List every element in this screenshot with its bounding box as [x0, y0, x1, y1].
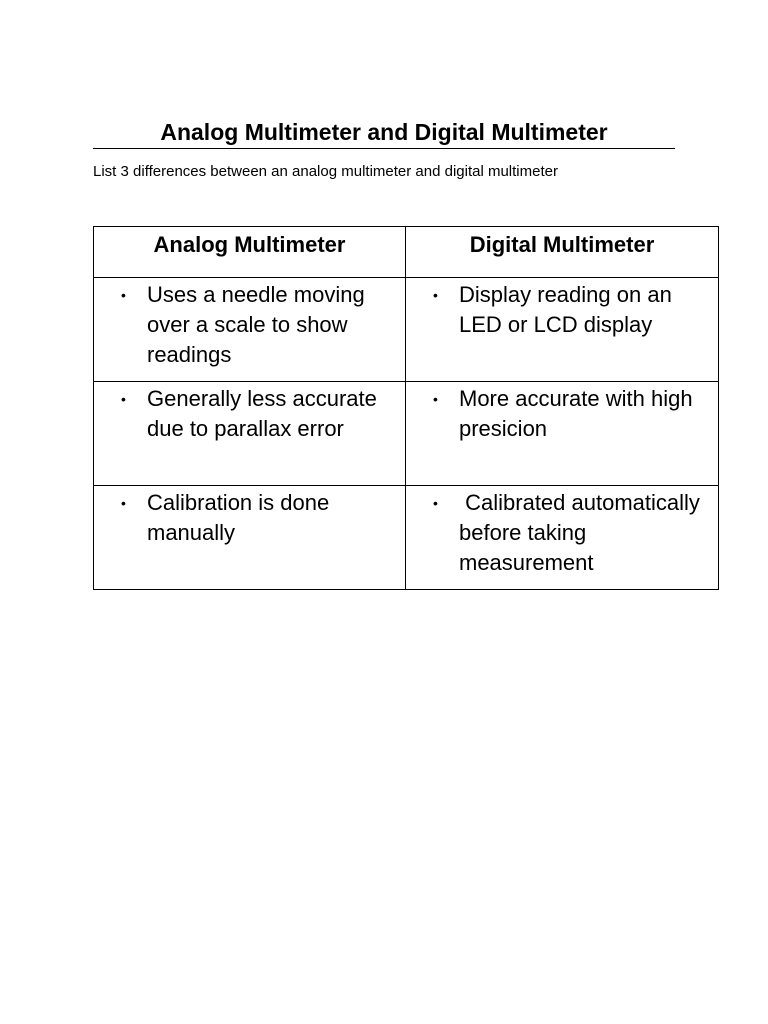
table-row — [94, 486, 719, 590]
document-title: Analog Multimeter and Digital Multimeter — [160, 119, 608, 145]
table-row — [94, 278, 719, 382]
bullet-icon: • — [121, 287, 126, 303]
comparison-table — [93, 226, 719, 590]
bullet-icon: • — [433, 391, 438, 407]
cell-text: Calibration is done manually — [147, 490, 330, 545]
bullet-icon: • — [433, 495, 438, 511]
cell-text: Uses a needle moving over a scale to show readings — [147, 282, 365, 367]
bullet-icon: • — [433, 287, 438, 303]
table-cell — [406, 278, 719, 382]
table-cell — [94, 278, 406, 382]
cell-text: Generally less accurate due to parallax error — [147, 386, 377, 441]
cell-text: Calibrated automatically before taking measurement — [459, 490, 707, 575]
bullet-icon: • — [121, 391, 126, 407]
cell-text: Display reading on an LED or LCD display — [459, 282, 672, 337]
column-header-analog: Analog Multimeter — [94, 227, 406, 278]
table-cell — [406, 486, 719, 590]
title-underline — [93, 148, 675, 149]
instructions-text: List 3 differences between an analog multimeter and digital multimeter — [93, 163, 558, 180]
column-header-digital: Digital Multimeter — [406, 227, 719, 278]
table-row — [94, 382, 719, 486]
bullet-icon: • — [121, 495, 126, 511]
table-cell — [94, 486, 406, 590]
cell-text: More accurate with high presicion — [459, 386, 693, 441]
table-cell — [406, 382, 719, 486]
table-cell — [94, 382, 406, 486]
table-header-row — [94, 227, 719, 278]
